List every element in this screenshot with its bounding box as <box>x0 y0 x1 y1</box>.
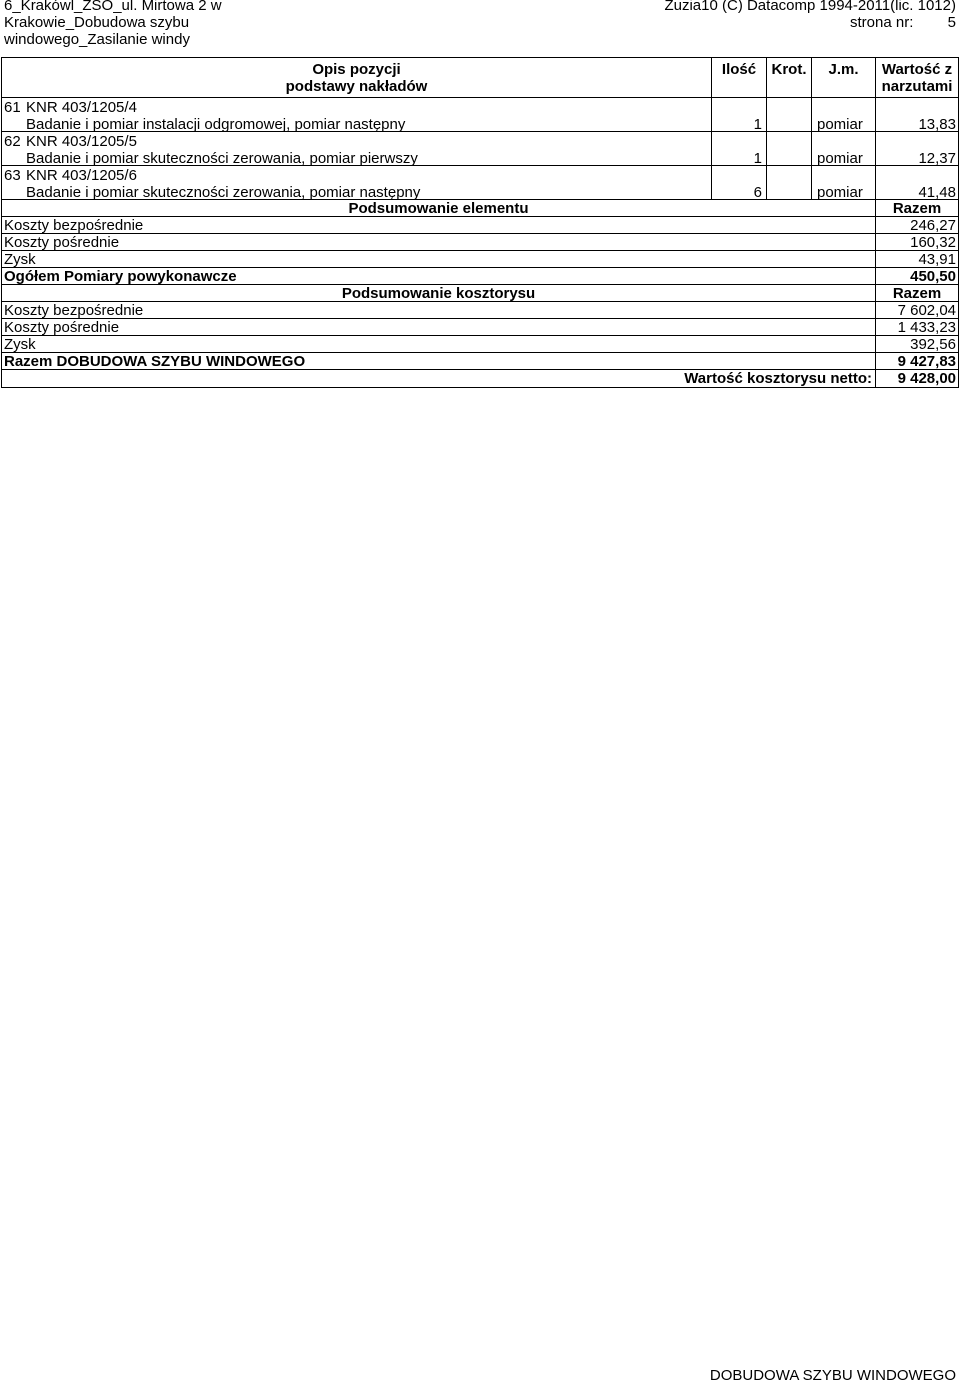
summary-row-label: Koszty pośrednie <box>4 319 120 336</box>
page-label: strona nr: <box>850 14 914 31</box>
item-unit: pomiar <box>817 116 863 133</box>
estimate-summary-title: Podsumowanie kosztorysu <box>341 285 536 302</box>
element-total-label: Ogółem Pomiary powykonawcze <box>4 268 237 285</box>
item-code: KNR 403/1205/4 <box>26 99 137 116</box>
page-number: 5 <box>947 14 956 31</box>
software-info: Zuzia10 (C) Datacomp 1994-2011(lic. 1012) <box>664 0 956 14</box>
net-value: 9 428,00 <box>897 370 956 387</box>
item-description: Badanie i pomiar skuteczności zerowania, pomiar następny <box>26 184 421 201</box>
item-description: Badanie i pomiar instalacji odgromowej, pomiar następny <box>26 116 406 133</box>
summary-row-label: Koszty bezpośrednie <box>4 302 144 319</box>
estimate-total-value: 9 427,83 <box>897 353 956 370</box>
item-value: 13,83 <box>918 116 956 133</box>
summary-row-value: 1 433,23 <box>897 319 956 336</box>
item-qty: 1 <box>753 150 762 167</box>
item-number: 61 <box>4 99 21 116</box>
element-summary-total-header: Razem <box>892 200 942 217</box>
summary-row-value: 7 602,04 <box>897 302 956 319</box>
column-header-value-line2: narzutami <box>881 78 953 95</box>
column-header-qty: Ilość <box>721 61 757 78</box>
net-value-label: Wartość kosztorysu netto: <box>684 370 872 387</box>
item-unit: pomiar <box>817 184 863 201</box>
item-code: KNR 403/1205/5 <box>26 133 137 150</box>
summary-row-label: Zysk <box>4 251 36 268</box>
item-code: KNR 403/1205/6 <box>26 167 137 184</box>
page-footer: DOBUDOWA SZYBU WINDOWEGO <box>709 1367 956 1384</box>
column-header-description-line1: Opis pozycji <box>312 61 401 78</box>
estimate-total-label: Razem DOBUDOWA SZYBU WINDOWEGO <box>4 353 306 370</box>
document-title-line3: windowego_Zasilanie windy <box>4 31 190 48</box>
summary-row-value: 246,27 <box>910 217 956 234</box>
item-description: Badanie i pomiar skuteczności zerowania, pomiar pierwszy <box>26 150 418 167</box>
column-header-unit: J.m. <box>828 61 859 78</box>
item-value: 41,48 <box>918 184 956 201</box>
element-total-value: 450,50 <box>910 268 956 285</box>
document-title-line1: 6_Krakówl_ZSO_ul. Mirtowa 2 w <box>4 0 222 14</box>
element-summary-title: Podsumowanie elementu <box>348 200 529 217</box>
estimate-summary-total-header: Razem <box>892 285 942 302</box>
item-number: 63 <box>4 167 21 184</box>
column-header-value-line1: Wartość z <box>881 61 953 78</box>
summary-row-label: Zysk <box>4 336 36 353</box>
summary-row-label: Koszty pośrednie <box>4 234 120 251</box>
summary-row-value: 392,56 <box>910 336 956 353</box>
summary-row-value: 160,32 <box>910 234 956 251</box>
document-title-line2: Krakowie_Dobudowa szybu <box>4 14 190 31</box>
summary-row-label: Koszty bezpośrednie <box>4 217 144 234</box>
summary-row-value: 43,91 <box>918 251 956 268</box>
item-qty: 1 <box>753 116 762 133</box>
column-header-krot: Krot. <box>771 61 807 78</box>
column-header-description-line2: podstawy nakładów <box>285 78 428 95</box>
item-qty: 6 <box>753 184 762 201</box>
item-number: 62 <box>4 133 21 150</box>
item-unit: pomiar <box>817 150 863 167</box>
item-value: 12,37 <box>918 150 956 167</box>
